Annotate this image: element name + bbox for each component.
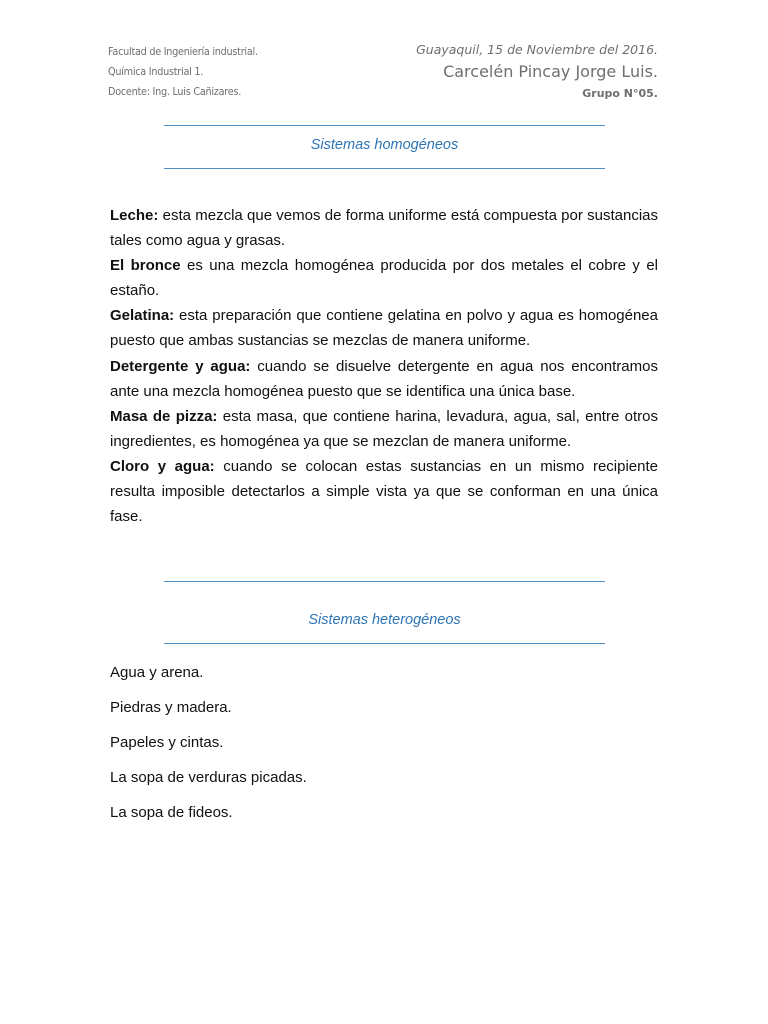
example-term: Masa de pizza: [110, 407, 218, 425]
example-description: esta mezcla que vemos de forma uniforme está compuesta por sustancias tales como agua y grasas. [110, 207, 658, 250]
example-term: El bronce [110, 257, 181, 275]
homogeneous-examples [110, 203, 658, 529]
section-rule-bottom [164, 168, 605, 169]
header-course: Química Industrial 1. [108, 65, 204, 78]
header-institution-block [108, 42, 258, 102]
list-item: Piedras y madera. [110, 699, 232, 716]
example-paragraph [110, 253, 658, 303]
example-paragraph [110, 354, 658, 404]
header-author-block [416, 40, 658, 104]
header-author: Carcelén Pincay Jorge Luis. [443, 62, 658, 81]
example-description: cuando se colocan estas sustancias en un mismo recipiente resulta imposible detectarlos a simple vista ya que se conforman en una única fase. [110, 457, 658, 526]
example-term: Cloro y agua: [110, 457, 215, 475]
header-faculty: Facultad de Ingeniería industrial. [108, 45, 258, 58]
section-rule-top [164, 125, 605, 126]
section-title-heterogeneous: Sistemas heterogéneos [308, 612, 461, 628]
example-description: esta preparación que contiene gelatina en polvo y agua es homogénea puesto que ambas sustancias se mezclas de manera uniforme. [110, 307, 658, 350]
example-term: Detergente y agua: [110, 357, 251, 375]
example-description: es una mezcla homogénea producida por dos metales el cobre y el estaño. [110, 257, 658, 300]
example-paragraph [110, 404, 658, 454]
example-paragraph [110, 303, 658, 353]
list-item: La sopa de fideos. [110, 804, 233, 821]
section-title-homogeneous: Sistemas homogéneos [310, 137, 459, 153]
section-rule-bottom [164, 643, 605, 644]
list-item: La sopa de verduras picadas. [110, 769, 307, 786]
example-paragraph [110, 454, 658, 529]
example-term: Leche: [110, 207, 159, 224]
header-teacher: Docente: Ing. Luis Cañizares. [108, 85, 242, 98]
header-date: Guayaquil, 15 de Noviembre del 2016. [416, 42, 658, 57]
header-group: Grupo N°05. [582, 87, 658, 100]
list-item: Papeles y cintas. [110, 734, 224, 751]
list-item: Agua y arena. [110, 664, 204, 681]
example-description: esta masa, que contiene harina, levadura, agua, sal, entre otros ingredientes, es homogénea ya que se mezclan de manera uniforme. [110, 407, 659, 450]
example-description: cuando se disuelve detergente en agua nos encontramos ante una mezcla homogénea puesto que se identifica una única base. [110, 357, 658, 400]
example-term: Gelatina: [110, 307, 175, 325]
section-rule-top [164, 581, 605, 582]
example-paragraph [110, 203, 658, 253]
